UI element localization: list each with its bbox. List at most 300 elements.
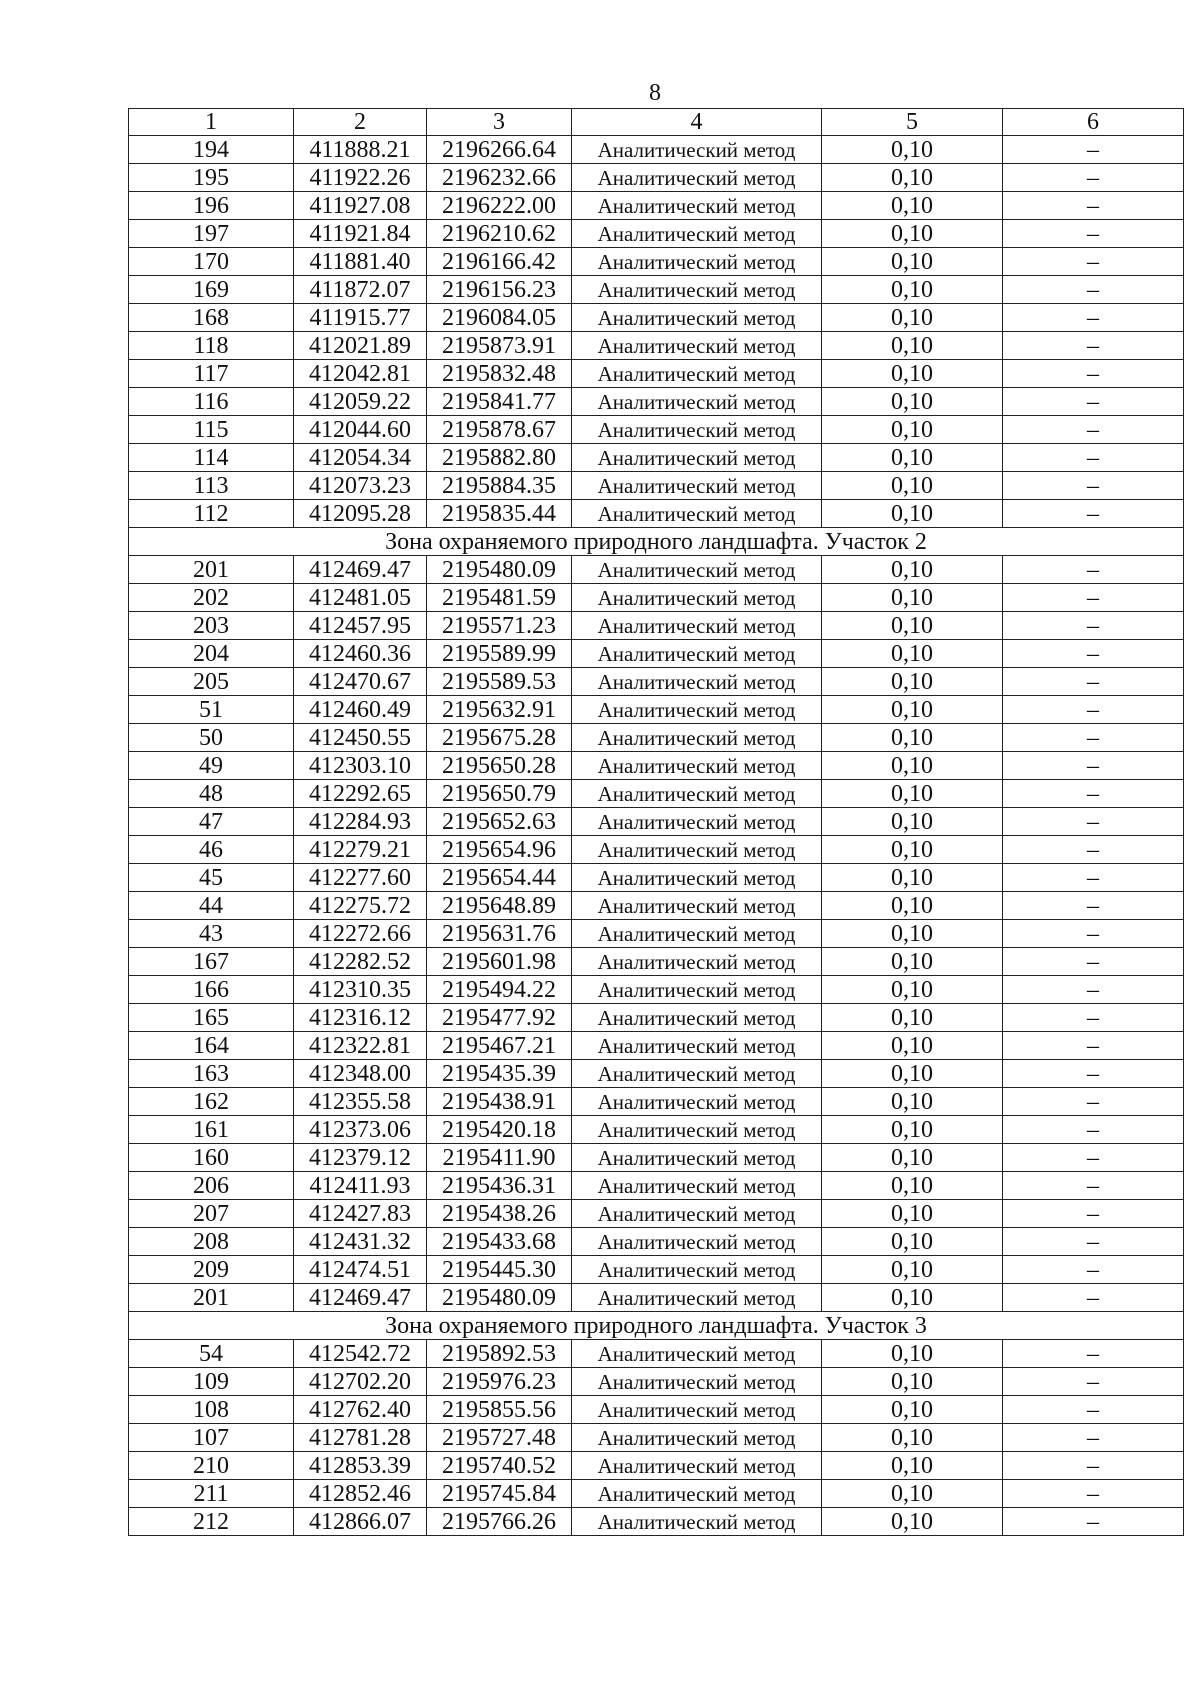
method-cell: Аналитический метод bbox=[572, 612, 822, 640]
y-coordinate-cell: 2195480.09 bbox=[427, 556, 572, 584]
method-cell: Аналитический метод bbox=[572, 1060, 822, 1088]
point-number-cell: 114 bbox=[129, 444, 294, 472]
method-cell: Аналитический метод bbox=[572, 416, 822, 444]
point-number-cell: 166 bbox=[129, 976, 294, 1004]
point-number-cell: 107 bbox=[129, 1424, 294, 1452]
accuracy-cell: 0,10 bbox=[822, 276, 1003, 304]
point-number-cell: 112 bbox=[129, 500, 294, 528]
method-cell: Аналитический метод bbox=[572, 388, 822, 416]
note-cell: – bbox=[1003, 304, 1184, 332]
x-coordinate-cell: 411915.77 bbox=[294, 304, 427, 332]
accuracy-cell: 0,10 bbox=[822, 1256, 1003, 1284]
accuracy-cell: 0,10 bbox=[822, 136, 1003, 164]
y-coordinate-cell: 2195433.68 bbox=[427, 1228, 572, 1256]
note-cell: – bbox=[1003, 1424, 1184, 1452]
method-cell: Аналитический метод bbox=[572, 1396, 822, 1424]
table-row bbox=[129, 1116, 1184, 1144]
x-coordinate-cell: 412781.28 bbox=[294, 1424, 427, 1452]
point-number-cell: 108 bbox=[129, 1396, 294, 1424]
table-row bbox=[129, 500, 1184, 528]
table-row bbox=[129, 220, 1184, 248]
method-cell: Аналитический метод bbox=[572, 1088, 822, 1116]
x-coordinate-cell: 412762.40 bbox=[294, 1396, 427, 1424]
table-row bbox=[129, 1256, 1184, 1284]
note-cell: – bbox=[1003, 500, 1184, 528]
point-number-cell: 209 bbox=[129, 1256, 294, 1284]
column-header: 2 bbox=[294, 109, 427, 136]
accuracy-cell: 0,10 bbox=[822, 164, 1003, 192]
accuracy-cell: 0,10 bbox=[822, 612, 1003, 640]
table-row bbox=[129, 584, 1184, 612]
method-cell: Аналитический метод bbox=[572, 164, 822, 192]
table-row bbox=[129, 1004, 1184, 1032]
y-coordinate-cell: 2195650.79 bbox=[427, 780, 572, 808]
y-coordinate-cell: 2195675.28 bbox=[427, 724, 572, 752]
method-cell: Аналитический метод bbox=[572, 192, 822, 220]
x-coordinate-cell: 412279.21 bbox=[294, 836, 427, 864]
table-row bbox=[129, 192, 1184, 220]
y-coordinate-cell: 2195648.89 bbox=[427, 892, 572, 920]
note-cell: – bbox=[1003, 724, 1184, 752]
point-number-cell: 160 bbox=[129, 1144, 294, 1172]
point-number-cell: 207 bbox=[129, 1200, 294, 1228]
note-cell: – bbox=[1003, 780, 1184, 808]
method-cell: Аналитический метод bbox=[572, 892, 822, 920]
note-cell: – bbox=[1003, 1004, 1184, 1032]
note-cell: – bbox=[1003, 444, 1184, 472]
accuracy-cell: 0,10 bbox=[822, 976, 1003, 1004]
note-cell: – bbox=[1003, 472, 1184, 500]
y-coordinate-cell: 2195420.18 bbox=[427, 1116, 572, 1144]
method-cell: Аналитический метод bbox=[572, 304, 822, 332]
y-coordinate-cell: 2195841.77 bbox=[427, 388, 572, 416]
note-cell: – bbox=[1003, 612, 1184, 640]
point-number-cell: 201 bbox=[129, 1284, 294, 1312]
y-coordinate-cell: 2195878.67 bbox=[427, 416, 572, 444]
y-coordinate-cell: 2195467.21 bbox=[427, 1032, 572, 1060]
table-row bbox=[129, 612, 1184, 640]
y-coordinate-cell: 2195745.84 bbox=[427, 1480, 572, 1508]
table-row bbox=[129, 808, 1184, 836]
accuracy-cell: 0,10 bbox=[822, 1424, 1003, 1452]
note-cell: – bbox=[1003, 1228, 1184, 1256]
x-coordinate-cell: 412355.58 bbox=[294, 1088, 427, 1116]
note-cell: – bbox=[1003, 1060, 1184, 1088]
note-cell: – bbox=[1003, 276, 1184, 304]
note-cell: – bbox=[1003, 836, 1184, 864]
accuracy-cell: 0,10 bbox=[822, 752, 1003, 780]
y-coordinate-cell: 2195650.28 bbox=[427, 752, 572, 780]
point-number-cell: 208 bbox=[129, 1228, 294, 1256]
note-cell: – bbox=[1003, 640, 1184, 668]
note-cell: – bbox=[1003, 220, 1184, 248]
y-coordinate-cell: 2195436.31 bbox=[427, 1172, 572, 1200]
y-coordinate-cell: 2195631.76 bbox=[427, 920, 572, 948]
table-row bbox=[129, 864, 1184, 892]
x-coordinate-cell: 412470.67 bbox=[294, 668, 427, 696]
note-cell: – bbox=[1003, 1508, 1184, 1536]
x-coordinate-cell: 412284.93 bbox=[294, 808, 427, 836]
point-number-cell: 117 bbox=[129, 360, 294, 388]
note-cell: – bbox=[1003, 1172, 1184, 1200]
accuracy-cell: 0,10 bbox=[822, 724, 1003, 752]
note-cell: – bbox=[1003, 332, 1184, 360]
point-number-cell: 109 bbox=[129, 1368, 294, 1396]
table-row bbox=[129, 696, 1184, 724]
table-row bbox=[129, 1340, 1184, 1368]
point-number-cell: 169 bbox=[129, 276, 294, 304]
method-cell: Аналитический метод bbox=[572, 500, 822, 528]
point-number-cell: 43 bbox=[129, 920, 294, 948]
table-row bbox=[129, 752, 1184, 780]
x-coordinate-cell: 412073.23 bbox=[294, 472, 427, 500]
table-row bbox=[129, 1144, 1184, 1172]
table-row bbox=[129, 1088, 1184, 1116]
x-coordinate-cell: 412277.60 bbox=[294, 864, 427, 892]
y-coordinate-cell: 2195873.91 bbox=[427, 332, 572, 360]
method-cell: Аналитический метод bbox=[572, 248, 822, 276]
table-row bbox=[129, 472, 1184, 500]
x-coordinate-cell: 412542.72 bbox=[294, 1340, 427, 1368]
accuracy-cell: 0,10 bbox=[822, 696, 1003, 724]
note-cell: – bbox=[1003, 920, 1184, 948]
table-row bbox=[129, 1200, 1184, 1228]
accuracy-cell: 0,10 bbox=[822, 808, 1003, 836]
x-coordinate-cell: 412460.49 bbox=[294, 696, 427, 724]
column-header: 6 bbox=[1003, 109, 1184, 136]
accuracy-cell: 0,10 bbox=[822, 1144, 1003, 1172]
table-header-row bbox=[129, 109, 1184, 136]
x-coordinate-cell: 412469.47 bbox=[294, 1284, 427, 1312]
method-cell: Аналитический метод bbox=[572, 1116, 822, 1144]
point-number-cell: 51 bbox=[129, 696, 294, 724]
y-coordinate-cell: 2195882.80 bbox=[427, 444, 572, 472]
point-number-cell: 165 bbox=[129, 1004, 294, 1032]
coordinates-table-body bbox=[129, 109, 1184, 1536]
x-coordinate-cell: 412457.95 bbox=[294, 612, 427, 640]
point-number-cell: 210 bbox=[129, 1452, 294, 1480]
accuracy-cell: 0,10 bbox=[822, 1508, 1003, 1536]
x-coordinate-cell: 412310.35 bbox=[294, 976, 427, 1004]
note-cell: – bbox=[1003, 248, 1184, 276]
accuracy-cell: 0,10 bbox=[822, 360, 1003, 388]
note-cell: – bbox=[1003, 1088, 1184, 1116]
x-coordinate-cell: 412044.60 bbox=[294, 416, 427, 444]
method-cell: Аналитический метод bbox=[572, 948, 822, 976]
coordinates-table bbox=[128, 108, 1184, 1536]
table-row bbox=[129, 724, 1184, 752]
x-coordinate-cell: 411921.84 bbox=[294, 220, 427, 248]
x-coordinate-cell: 411927.08 bbox=[294, 192, 427, 220]
note-cell: – bbox=[1003, 668, 1184, 696]
y-coordinate-cell: 2195832.48 bbox=[427, 360, 572, 388]
accuracy-cell: 0,10 bbox=[822, 1060, 1003, 1088]
note-cell: – bbox=[1003, 164, 1184, 192]
note-cell: – bbox=[1003, 360, 1184, 388]
note-cell: – bbox=[1003, 388, 1184, 416]
point-number-cell: 54 bbox=[129, 1340, 294, 1368]
method-cell: Аналитический метод bbox=[572, 640, 822, 668]
method-cell: Аналитический метод bbox=[572, 360, 822, 388]
x-coordinate-cell: 412450.55 bbox=[294, 724, 427, 752]
x-coordinate-cell: 412021.89 bbox=[294, 332, 427, 360]
point-number-cell: 48 bbox=[129, 780, 294, 808]
note-cell: – bbox=[1003, 1480, 1184, 1508]
table-row bbox=[129, 360, 1184, 388]
note-cell: – bbox=[1003, 864, 1184, 892]
table-row bbox=[129, 836, 1184, 864]
accuracy-cell: 0,10 bbox=[822, 1228, 1003, 1256]
method-cell: Аналитический метод bbox=[572, 1424, 822, 1452]
table-row bbox=[129, 780, 1184, 808]
table-row bbox=[129, 1060, 1184, 1088]
point-number-cell: 163 bbox=[129, 1060, 294, 1088]
accuracy-cell: 0,10 bbox=[822, 1396, 1003, 1424]
note-cell: – bbox=[1003, 1368, 1184, 1396]
y-coordinate-cell: 2195766.26 bbox=[427, 1508, 572, 1536]
table-row bbox=[129, 1480, 1184, 1508]
section-title-row bbox=[129, 528, 1184, 556]
note-cell: – bbox=[1003, 696, 1184, 724]
table-row bbox=[129, 1368, 1184, 1396]
point-number-cell: 194 bbox=[129, 136, 294, 164]
section-title: Зона охраняемого природного ландшафта. Участок 3 bbox=[129, 1312, 1184, 1340]
table-row bbox=[129, 304, 1184, 332]
x-coordinate-cell: 412095.28 bbox=[294, 500, 427, 528]
method-cell: Аналитический метод bbox=[572, 780, 822, 808]
point-number-cell: 203 bbox=[129, 612, 294, 640]
table-row bbox=[129, 1228, 1184, 1256]
section-title: Зона охраняемого природного ландшафта. Участок 2 bbox=[129, 528, 1184, 556]
accuracy-cell: 0,10 bbox=[822, 1200, 1003, 1228]
table-row bbox=[129, 136, 1184, 164]
note-cell: – bbox=[1003, 1144, 1184, 1172]
table-row bbox=[129, 556, 1184, 584]
accuracy-cell: 0,10 bbox=[822, 920, 1003, 948]
x-coordinate-cell: 412427.83 bbox=[294, 1200, 427, 1228]
method-cell: Аналитический метод bbox=[572, 1452, 822, 1480]
y-coordinate-cell: 2195435.39 bbox=[427, 1060, 572, 1088]
note-cell: – bbox=[1003, 976, 1184, 1004]
y-coordinate-cell: 2195445.30 bbox=[427, 1256, 572, 1284]
note-cell: – bbox=[1003, 1396, 1184, 1424]
point-number-cell: 118 bbox=[129, 332, 294, 360]
point-number-cell: 196 bbox=[129, 192, 294, 220]
column-header: 3 bbox=[427, 109, 572, 136]
accuracy-cell: 0,10 bbox=[822, 1116, 1003, 1144]
note-cell: – bbox=[1003, 752, 1184, 780]
x-coordinate-cell: 412460.36 bbox=[294, 640, 427, 668]
y-coordinate-cell: 2195835.44 bbox=[427, 500, 572, 528]
table-row bbox=[129, 276, 1184, 304]
y-coordinate-cell: 2195740.52 bbox=[427, 1452, 572, 1480]
note-cell: – bbox=[1003, 808, 1184, 836]
point-number-cell: 46 bbox=[129, 836, 294, 864]
method-cell: Аналитический метод bbox=[572, 976, 822, 1004]
point-number-cell: 204 bbox=[129, 640, 294, 668]
x-coordinate-cell: 412322.81 bbox=[294, 1032, 427, 1060]
table-row bbox=[129, 948, 1184, 976]
y-coordinate-cell: 2195855.56 bbox=[427, 1396, 572, 1424]
method-cell: Аналитический метод bbox=[572, 220, 822, 248]
x-coordinate-cell: 412469.47 bbox=[294, 556, 427, 584]
y-coordinate-cell: 2195892.53 bbox=[427, 1340, 572, 1368]
accuracy-cell: 0,10 bbox=[822, 1032, 1003, 1060]
method-cell: Аналитический метод bbox=[572, 1508, 822, 1536]
accuracy-cell: 0,10 bbox=[822, 1088, 1003, 1116]
table-row bbox=[129, 1284, 1184, 1312]
accuracy-cell: 0,10 bbox=[822, 640, 1003, 668]
y-coordinate-cell: 2196266.64 bbox=[427, 136, 572, 164]
accuracy-cell: 0,10 bbox=[822, 1452, 1003, 1480]
point-number-cell: 115 bbox=[129, 416, 294, 444]
y-coordinate-cell: 2195589.53 bbox=[427, 668, 572, 696]
y-coordinate-cell: 2195571.23 bbox=[427, 612, 572, 640]
note-cell: – bbox=[1003, 136, 1184, 164]
note-cell: – bbox=[1003, 1284, 1184, 1312]
y-coordinate-cell: 2196156.23 bbox=[427, 276, 572, 304]
method-cell: Аналитический метод bbox=[572, 472, 822, 500]
accuracy-cell: 0,10 bbox=[822, 892, 1003, 920]
x-coordinate-cell: 412292.65 bbox=[294, 780, 427, 808]
accuracy-cell: 0,10 bbox=[822, 444, 1003, 472]
column-header: 1 bbox=[129, 109, 294, 136]
y-coordinate-cell: 2195494.22 bbox=[427, 976, 572, 1004]
point-number-cell: 202 bbox=[129, 584, 294, 612]
method-cell: Аналитический метод bbox=[572, 584, 822, 612]
table-row bbox=[129, 1032, 1184, 1060]
y-coordinate-cell: 2196210.62 bbox=[427, 220, 572, 248]
table-row bbox=[129, 1396, 1184, 1424]
method-cell: Аналитический метод bbox=[572, 668, 822, 696]
accuracy-cell: 0,10 bbox=[822, 668, 1003, 696]
note-cell: – bbox=[1003, 1032, 1184, 1060]
point-number-cell: 168 bbox=[129, 304, 294, 332]
point-number-cell: 50 bbox=[129, 724, 294, 752]
accuracy-cell: 0,10 bbox=[822, 472, 1003, 500]
point-number-cell: 205 bbox=[129, 668, 294, 696]
note-cell: – bbox=[1003, 416, 1184, 444]
table-row bbox=[129, 388, 1184, 416]
point-number-cell: 45 bbox=[129, 864, 294, 892]
x-coordinate-cell: 412042.81 bbox=[294, 360, 427, 388]
table-row bbox=[129, 1424, 1184, 1452]
method-cell: Аналитический метод bbox=[572, 1228, 822, 1256]
note-cell: – bbox=[1003, 1452, 1184, 1480]
y-coordinate-cell: 2195654.44 bbox=[427, 864, 572, 892]
y-coordinate-cell: 2195884.35 bbox=[427, 472, 572, 500]
point-number-cell: 212 bbox=[129, 1508, 294, 1536]
y-coordinate-cell: 2196084.05 bbox=[427, 304, 572, 332]
method-cell: Аналитический метод bbox=[572, 136, 822, 164]
y-coordinate-cell: 2195589.99 bbox=[427, 640, 572, 668]
method-cell: Аналитический метод bbox=[572, 752, 822, 780]
accuracy-cell: 0,10 bbox=[822, 248, 1003, 276]
method-cell: Аналитический метод bbox=[572, 836, 822, 864]
x-coordinate-cell: 412348.00 bbox=[294, 1060, 427, 1088]
y-coordinate-cell: 2195632.91 bbox=[427, 696, 572, 724]
column-header: 4 bbox=[572, 109, 822, 136]
x-coordinate-cell: 412059.22 bbox=[294, 388, 427, 416]
section-title-row bbox=[129, 1312, 1184, 1340]
note-cell: – bbox=[1003, 892, 1184, 920]
table-row bbox=[129, 1452, 1184, 1480]
table-row bbox=[129, 668, 1184, 696]
accuracy-cell: 0,10 bbox=[822, 780, 1003, 808]
y-coordinate-cell: 2195477.92 bbox=[427, 1004, 572, 1032]
x-coordinate-cell: 412411.93 bbox=[294, 1172, 427, 1200]
method-cell: Аналитический метод bbox=[572, 920, 822, 948]
point-number-cell: 206 bbox=[129, 1172, 294, 1200]
table-row bbox=[129, 976, 1184, 1004]
accuracy-cell: 0,10 bbox=[822, 1480, 1003, 1508]
accuracy-cell: 0,10 bbox=[822, 304, 1003, 332]
method-cell: Аналитический метод bbox=[572, 1480, 822, 1508]
table-row bbox=[129, 416, 1184, 444]
accuracy-cell: 0,10 bbox=[822, 1172, 1003, 1200]
y-coordinate-cell: 2195438.91 bbox=[427, 1088, 572, 1116]
note-cell: – bbox=[1003, 556, 1184, 584]
method-cell: Аналитический метод bbox=[572, 696, 822, 724]
point-number-cell: 47 bbox=[129, 808, 294, 836]
method-cell: Аналитический метод bbox=[572, 556, 822, 584]
note-cell: – bbox=[1003, 1116, 1184, 1144]
accuracy-cell: 0,10 bbox=[822, 388, 1003, 416]
y-coordinate-cell: 2196222.00 bbox=[427, 192, 572, 220]
table-row bbox=[129, 248, 1184, 276]
x-coordinate-cell: 412316.12 bbox=[294, 1004, 427, 1032]
point-number-cell: 195 bbox=[129, 164, 294, 192]
accuracy-cell: 0,10 bbox=[822, 556, 1003, 584]
table-row bbox=[129, 1508, 1184, 1536]
method-cell: Аналитический метод bbox=[572, 276, 822, 304]
x-coordinate-cell: 411888.21 bbox=[294, 136, 427, 164]
method-cell: Аналитический метод bbox=[572, 864, 822, 892]
x-coordinate-cell: 412853.39 bbox=[294, 1452, 427, 1480]
method-cell: Аналитический метод bbox=[572, 1340, 822, 1368]
x-coordinate-cell: 412852.46 bbox=[294, 1480, 427, 1508]
method-cell: Аналитический метод bbox=[572, 1200, 822, 1228]
x-coordinate-cell: 412431.32 bbox=[294, 1228, 427, 1256]
method-cell: Аналитический метод bbox=[572, 724, 822, 752]
y-coordinate-cell: 2196232.66 bbox=[427, 164, 572, 192]
accuracy-cell: 0,10 bbox=[822, 220, 1003, 248]
table-row bbox=[129, 332, 1184, 360]
x-coordinate-cell: 412702.20 bbox=[294, 1368, 427, 1396]
x-coordinate-cell: 412054.34 bbox=[294, 444, 427, 472]
point-number-cell: 211 bbox=[129, 1480, 294, 1508]
point-number-cell: 116 bbox=[129, 388, 294, 416]
method-cell: Аналитический метод bbox=[572, 1284, 822, 1312]
x-coordinate-cell: 412481.05 bbox=[294, 584, 427, 612]
point-number-cell: 167 bbox=[129, 948, 294, 976]
x-coordinate-cell: 412303.10 bbox=[294, 752, 427, 780]
x-coordinate-cell: 411881.40 bbox=[294, 248, 427, 276]
accuracy-cell: 0,10 bbox=[822, 1284, 1003, 1312]
x-coordinate-cell: 412272.66 bbox=[294, 920, 427, 948]
method-cell: Аналитический метод bbox=[572, 444, 822, 472]
accuracy-cell: 0,10 bbox=[822, 192, 1003, 220]
table-row bbox=[129, 920, 1184, 948]
x-coordinate-cell: 411922.26 bbox=[294, 164, 427, 192]
note-cell: – bbox=[1003, 1256, 1184, 1284]
point-number-cell: 170 bbox=[129, 248, 294, 276]
point-number-cell: 201 bbox=[129, 556, 294, 584]
column-header: 5 bbox=[822, 109, 1003, 136]
accuracy-cell: 0,10 bbox=[822, 584, 1003, 612]
note-cell: – bbox=[1003, 192, 1184, 220]
y-coordinate-cell: 2195411.90 bbox=[427, 1144, 572, 1172]
